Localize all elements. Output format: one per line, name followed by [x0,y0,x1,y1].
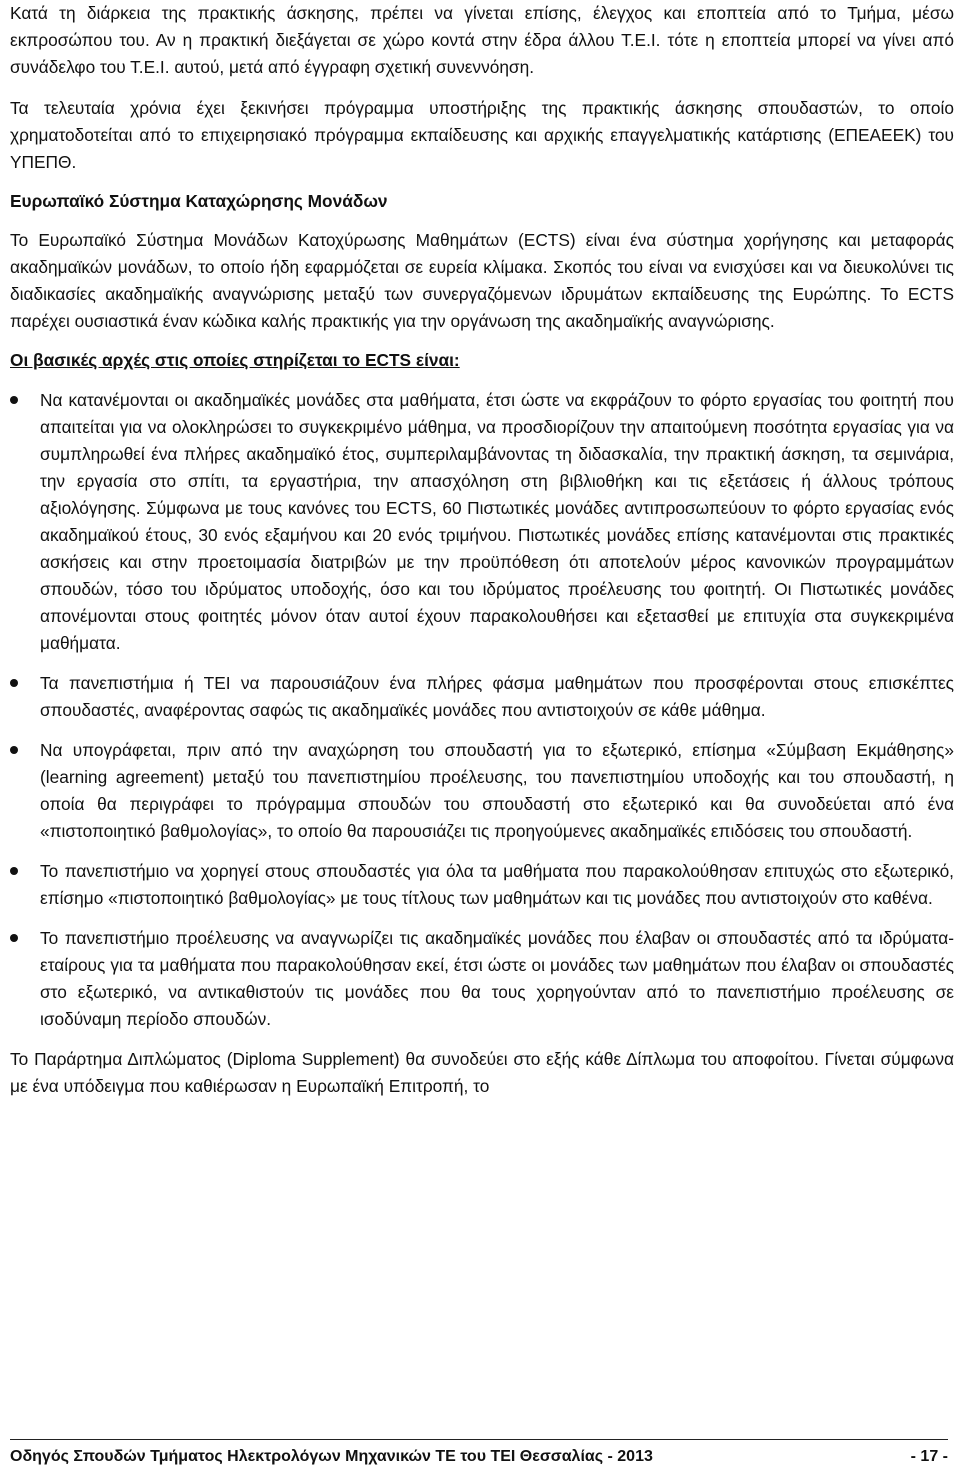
page-number: - 17 - [910,1448,948,1465]
heading-ects: Ευρωπαϊκό Σύστημα Καταχώρησης Μονάδων [10,191,388,211]
list-item-text: Να υπογράφεται, πριν από την αναχώρηση του σπουδαστή για το εξωτερικό, επίσημα «Σύμβαση Εκμάθησης» (learning agreement) μεταξύ του πανεπιστημίου προέλευσης, του πανεπιστημίου υποδοχής και του σπουδαστή, η οποία θα περιγράφει το πρόγραμμα σπουδών του σπουδαστή στο εξωτερικό και θα συνοδεύεται από ένα «πιστοποιητικό βαθμολογίας», το οποίο θα παρουσιάζει τις προηγούμενες ακαδημαϊκές επιδόσεις του σπουδαστή. [40,740,954,841]
list-item-text: Τα πανεπιστήμια ή ΤΕΙ να παρουσιάζουν ένα πλήρες φάσμα μαθημάτων που προσφέρονται στους επισκέπτες σπουδαστές, αναφέροντας σαφώς τις ακαδημαϊκές μονάδες που αντιστοιχούν σε κάθε μάθημα. [40,673,954,720]
bullet-icon [10,396,18,404]
paragraph-ects-intro: Το Ευρωπαϊκό Σύστημα Μονάδων Κατοχύρωσης Μαθημάτων (ECTS) είναι ένα σύστημα χορήγησης και μεταφοράς ακαδημαϊκών μονάδων, το οποίο ήδη εφαρμόζεται σε ευρεία κλίμακα. Σκοπός του είναι να ενισχύσει και να διευκολύνει τις διαδικασίες ακαδημαϊκής αναγνώρισης μεταξύ των συνεργαζόμενων ιδρυμάτων εκπαίδευσης της Ευρώπης. Το ECTS παρέχει ουσιαστικά έναν κώδικα καλής πρακτικής για την οργάνωση της ακαδημαϊκής αναγνώρισης. [10,230,954,331]
list-item-text: Να κατανέμονται οι ακαδημαϊκές μονάδες στα μαθήματα, έτσι ώστε να εκφράζουν το φόρτο εργασίας του φοιτητή που απαιτείται για να ολοκληρώσει το συγκεκριμένο μάθημα, να προσδιορίζουν την απαιτούμενη ποσότητα εργασίας για να συμπληρωθεί ένα πλήρες ακαδημαϊκό έτος, συμπεριλαμβάνοντας τη διδασκαλία, την πρακτική άσκηση, τα σεμινάρια, την εργασία στο σπίτι, τα εργαστήρια, την απασχόληση στη βιβλιοθήκη και τις εξετάσεις ή άλλους τρόπους αξιολόγησης. Σύμφωνα με τους κανόνες του ECTS, 60 Πιστωτικές μονάδες αντιπροσωπεύουν το φόρτο εργασίας ενός ακαδημαϊκού έτους, 30 ενός εξαμήνου και 20 ενός τριμήνου. Πιστωτικές μονάδες επίσης κατανέμονται στις πρακτικές ασκήσεις και στην προετοιμασία διατριβών με την προϋπόθεση ότι αποτελούν μέρος κανονικών προγραμμάτων σπουδών, τόσο του ιδρύματος υποδοχής, όσο και του ιδρύματος προέλευσης του φοιτητή. Οι Πιστωτικές μονάδες απονέμονται στους φοιτητές μόνον όταν αυτοί έχουν παρακολουθήσει και εξετασθεί με επιτυχία στα συγκεκριμένα μαθήματα. [40,390,954,653]
list-item [10,858,954,912]
principles-list [10,387,954,1033]
list-item-text: Το πανεπιστήμιο προέλευσης να αναγνωρίζει τις ακαδημαϊκές μονάδες που έλαβαν οι σπουδαστές από τα ιδρύματα-εταίρους για τα μαθήματα που παρακολούθησαν εκεί, έτσι ώστε οι μονάδες των μαθημάτων που έλαβαν οι σπουδαστές στο εξωτερικό, να αντικαθιστούν τις μονάδες που θα τους χορηγούνταν από το πανεπιστήμιο προέλευσης σε ισοδύναμη περίοδο σπουδών. [40,928,954,1029]
document-page [10,0,954,1100]
paragraph-diploma-supplement: Το Παράρτημα Διπλώματος (Diploma Supplement) θα συνοδεύει στο εξής κάθε Δίπλωμα του αποφοίτου. Γίνεται σύμφωνα με ένα υπόδειγμα που καθιέρωσαν η Ευρωπαϊκή Επιτροπή, το [10,1049,954,1096]
list-item [10,670,954,724]
bullet-icon [10,679,18,687]
bullet-icon [10,867,18,875]
list-item [10,387,954,657]
footer-title: Οδηγός Σπουδών Τμήματος Ηλεκτρολόγων Μηχανικών ΤΕ του ΤΕΙ Θεσσαλίας - 2013 [10,1448,653,1465]
list-item-text: Το πανεπιστήμιο να χορηγεί στους σπουδαστές για όλα τα μαθήματα που παρακολούθησαν επιτυχώς στο εξωτερικό, επίσημο «πιστοποιητικό βαθμολογίας» με τους τίτλους των μαθημάτων και τις μονάδες που αντιστοιχούν στο καθένα. [40,861,954,908]
paragraph-support-program: Τα τελευταία χρόνια έχει ξεκινήσει πρόγραμμα υποστήριξης της πρακτικής άσκησης σπουδαστών, το οποίο χρηματοδοτείται από το επιχειρησιακό πρόγραμμα εκπαίδευσης και αρχικής επαγγελματικής κατάρτισης (ΕΠΕΑΕΕΚ) του ΥΠΕΠΘ. [10,98,954,172]
list-item [10,925,954,1033]
paragraph-supervision: Κατά τη διάρκεια της πρακτικής άσκησης, πρέπει να γίνεται επίσης, έλεγχος και εποπτεία από το Τμήμα, μέσω εκπροσώπου του. Αν η πρακτική διεξάγεται σε χώρο κοντά στην έδρα άλλου Τ.Ε.Ι. τότε η εποπτεία μπορεί να γίνει από συνάδελφο του Τ.Ε.Ι. αυτού, μετά από έγγραφη σχετική συνεννόηση. [10,3,954,77]
bullet-icon [10,934,18,942]
heading-ects-principles: Οι βασικές αρχές στις οποίες στηρίζεται το ECTS είναι: [10,350,460,370]
list-item [10,737,954,845]
bullet-icon [10,746,18,754]
page-footer [10,1439,948,1467]
